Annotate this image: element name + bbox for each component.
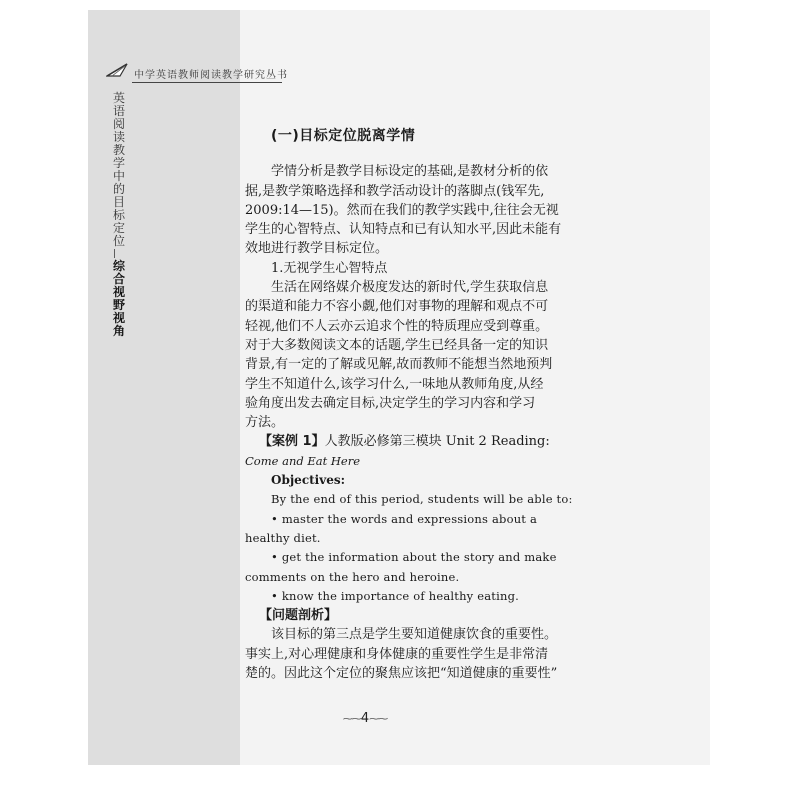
objective-item (245, 510, 556, 549)
text-line: 对于大多数阅读文本的话题,学生已经具备一定的知识 (245, 337, 549, 353)
text-line: 轻视,他们不人云亦云追求个性的特质理应受到尊重。 (245, 318, 549, 334)
objective-line: healthy diet. (245, 530, 321, 545)
sidebar-chapter-title: 综合视野视角 (113, 259, 126, 338)
text-line: 验角度出发去确定目标,决定学生的学习内容和学习 (245, 395, 536, 411)
paragraph-1 (245, 162, 562, 258)
text-line: 背景,有一定的了解或见解,故而教师不能想当然地预判 (245, 357, 553, 373)
case-title-text: 人教版必修第三模块 Unit 2 Reading: (324, 434, 550, 450)
text-line: 楚的。因此这个定位的聚焦应该把“知道健康的重要性” (245, 666, 558, 682)
vertical-titles (113, 92, 127, 338)
text-line: 生活在网络媒介极度发达的新时代,学生获取信息 (271, 280, 549, 296)
page-number-value: 4 (360, 711, 370, 726)
text-line: 的渠道和能力不容小觑,他们对事物的理解和观点不可 (245, 299, 549, 315)
paragraph-2 (245, 278, 556, 432)
ornament-left-icon: ⁓⁓ (342, 714, 361, 725)
objectives-intro: By the end of this period, students will be able to: (271, 492, 573, 507)
text-line: 方法。 (245, 415, 285, 431)
page-number (340, 711, 390, 726)
ornament-right-icon: ⁓⁓ (369, 714, 388, 725)
objective-line: • master the words and expressions about a (271, 511, 538, 526)
subheading: 1.无视学生心智特点 (271, 260, 388, 276)
text-line: 效地进行教学目标定位。 (245, 241, 389, 257)
header-rule (132, 82, 282, 83)
text-line: 该目标的第三点是学生要知道健康饮食的重要性。 (271, 627, 558, 643)
sidebar-separator: | (113, 249, 117, 259)
text-line: 学生不知道什么,该学习什么,一味地从教师角度,从经 (245, 376, 544, 392)
text-line: 事实上,对心理健康和身体健康的重要性学生是非常清 (245, 646, 549, 662)
objective-item (245, 587, 556, 606)
paragraph-3 (245, 625, 556, 683)
main-text (245, 127, 573, 683)
objective-line: • get the information about the story and make (271, 550, 557, 565)
case-label: 【案例 1】 (259, 434, 325, 450)
analysis-label: 【问题剖析】 (259, 608, 338, 624)
case-title-english: Come and Eat Here (245, 453, 361, 468)
text-line: 学情分析是教学目标设定的基础,是教材分析的依 (271, 164, 549, 180)
text-line: 学生的心智特点、认知特点和已有认知水平,因此未能有 (245, 222, 562, 238)
objectives-label: Objectives: (271, 473, 346, 488)
text-line: 据,是教学策略选择和教学活动设计的落脚点(钱军先, (245, 183, 545, 199)
objective-line: • know the importance of healthy eating. (271, 588, 520, 603)
objective-item (245, 548, 556, 587)
book-logo-icon (106, 62, 128, 78)
section-heading: (一)目标定位脱离学情 (271, 128, 416, 144)
series-title: 中学英语教师阅读教学研究丛书 (134, 70, 288, 81)
objective-line: comments on the hero and heroine. (245, 569, 460, 584)
text-line: 2009:14—15)。然而在我们的教学实践中,往往会无视 (245, 202, 559, 218)
side-strip (88, 10, 240, 765)
analysis-heading (245, 606, 556, 625)
sidebar-book-title: 英语阅读教学中的目标定位 (113, 91, 126, 248)
case-title (245, 432, 556, 451)
